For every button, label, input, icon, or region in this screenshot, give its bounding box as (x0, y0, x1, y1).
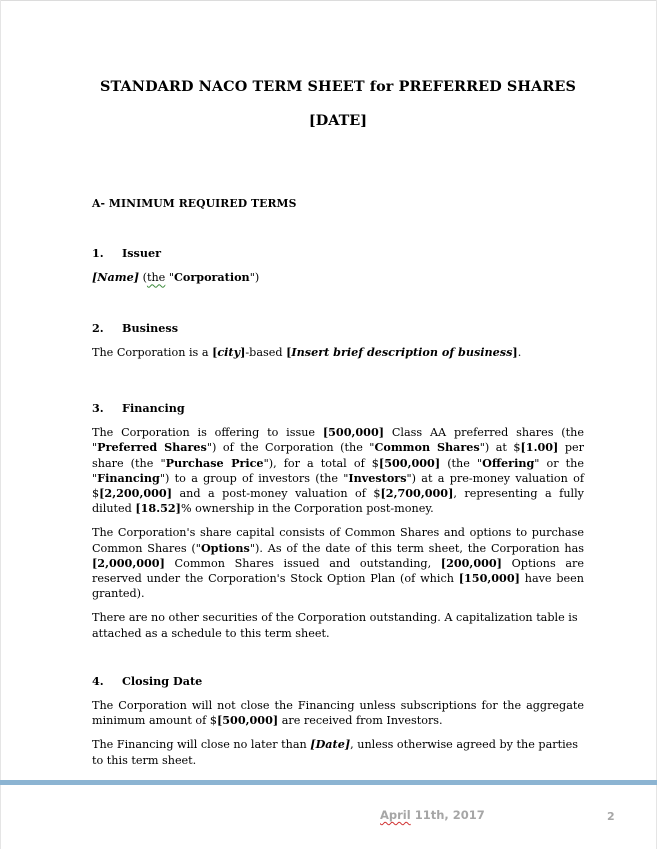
text-run: The Corporation is offering to issue (92, 426, 323, 440)
item-heading-closing-date (92, 674, 584, 689)
text-run: are received from Investors. (278, 714, 443, 728)
text-run: ") (249, 271, 260, 285)
closing-paragraph-1 (92, 698, 584, 728)
placeholder-value: [2,200,000] (99, 486, 172, 501)
text-run: have been granted). (92, 572, 584, 601)
text-run: ") to a group of investors (the " (159, 471, 349, 485)
placeholder-value: [200,000] (440, 555, 502, 570)
text-run: The Corporation will not close the Financing unless subscriptions for the aggregate minimum amount of $ (92, 699, 584, 728)
business-description-placeholder: Insert brief description of business (291, 344, 513, 359)
text-run: per share (the " (92, 441, 584, 470)
defined-term: Common Shares (374, 440, 480, 455)
document-body (92, 78, 584, 768)
issuer-paragraph (92, 270, 584, 285)
grammar-flagged-word: the (146, 271, 166, 285)
placeholder-value: [2,000,000] (92, 555, 165, 570)
text-run: -based (245, 345, 287, 359)
placeholder-value: [500,000] (322, 425, 385, 440)
page-top-edge (0, 0, 657, 1)
item-heading-issuer (92, 246, 584, 261)
footer-date-rest: 11th, 2017 (410, 808, 485, 822)
section-heading-a: A- MINIMUM REQUIRED TERMS (92, 197, 297, 210)
closing-paragraph-2 (92, 737, 584, 767)
placeholder-value: [150,000] (458, 571, 520, 586)
text-run: Class AA preferred shares (the " (92, 426, 584, 455)
financing-paragraph-2 (92, 525, 584, 601)
text-run: and a post-money valuation of $ (172, 487, 381, 501)
text-run: ( (139, 271, 147, 285)
text-run: The Corporation is a (92, 345, 213, 359)
defined-term: Investors (348, 470, 407, 485)
item-number: 2. (92, 320, 104, 335)
issuer-name: [Name] (92, 270, 140, 285)
text-run: ") at $ (479, 441, 521, 455)
placeholder-bracket: [ (286, 344, 292, 359)
financing-paragraph-3: There are no other securities of the Corporation outstanding. A capitalization table is attached as a schedule to this term sheet. (92, 611, 578, 640)
financing-paragraph-1 (92, 425, 584, 516)
defined-term: Preferred Shares (97, 440, 207, 455)
document-title: STANDARD NACO TERM SHEET for PREFERRED SHARES (100, 78, 576, 95)
page-left-edge (0, 0, 1, 849)
text-run: Options are reserved under the Corporation's Stock Option Plan (of which (92, 556, 584, 586)
date-placeholder: [Date] (310, 737, 351, 752)
item-title: Closing Date (122, 673, 203, 688)
item-title: Business (122, 320, 178, 335)
defined-term: Corporation (173, 270, 250, 285)
text-run: ") at a pre-money valuation of $ (92, 471, 584, 501)
text-run: ") of the Corporation (the " (206, 441, 375, 455)
text-run: , representing a fully diluted (92, 487, 584, 516)
text-run: " or the " (92, 456, 585, 485)
placeholder-bracket: ] (240, 344, 246, 359)
item-number: 4. (92, 673, 104, 688)
item-number: 3. (92, 401, 104, 416)
placeholder-value: [500,000] (216, 713, 279, 728)
defined-term: Offering (482, 455, 535, 470)
footer-divider-bar (0, 780, 657, 785)
city-placeholder: city (217, 344, 241, 359)
item-title: Financing (122, 401, 185, 416)
text-run: " (165, 271, 174, 285)
text-run: The Financing will close no later than (92, 738, 311, 752)
spellcheck-flagged-word: April (380, 808, 411, 822)
document-date: [DATE] (308, 112, 368, 129)
item-heading-business (92, 321, 584, 336)
placeholder-value: [1.00] (520, 440, 559, 455)
text-run: % ownership in the Corporation post-money. (180, 502, 434, 516)
defined-term: Options (200, 540, 250, 555)
defined-term: Financing (97, 470, 160, 485)
footer-date (380, 808, 485, 822)
text-run: "), for a total of $ (263, 456, 379, 470)
text-run: . (517, 345, 522, 359)
text-run: Common Shares issued and outstanding, (164, 556, 441, 570)
text-run: "). As of the date of this term sheet, the Corporation has (249, 541, 585, 555)
business-paragraph (92, 345, 584, 360)
defined-term: Purchase Price (165, 455, 264, 470)
placeholder-bracket: ] (512, 344, 518, 359)
item-title: Issuer (122, 246, 161, 261)
text-run: (the " (440, 456, 483, 470)
page-number: 2 (607, 810, 615, 823)
item-number: 1. (92, 246, 104, 261)
text-run: , unless otherwise agreed by the parties to this term sheet. (92, 738, 579, 767)
placeholder-value: [18.52] (135, 501, 181, 516)
placeholder-value: [500,000] (378, 455, 441, 470)
placeholder-bracket: [ (212, 344, 218, 359)
item-heading-financing (92, 401, 584, 416)
placeholder-value: [2,700,000] (380, 486, 454, 501)
text-run: The Corporation's share capital consists of Common Shares and options to purchase Common Shares (" (92, 526, 584, 555)
